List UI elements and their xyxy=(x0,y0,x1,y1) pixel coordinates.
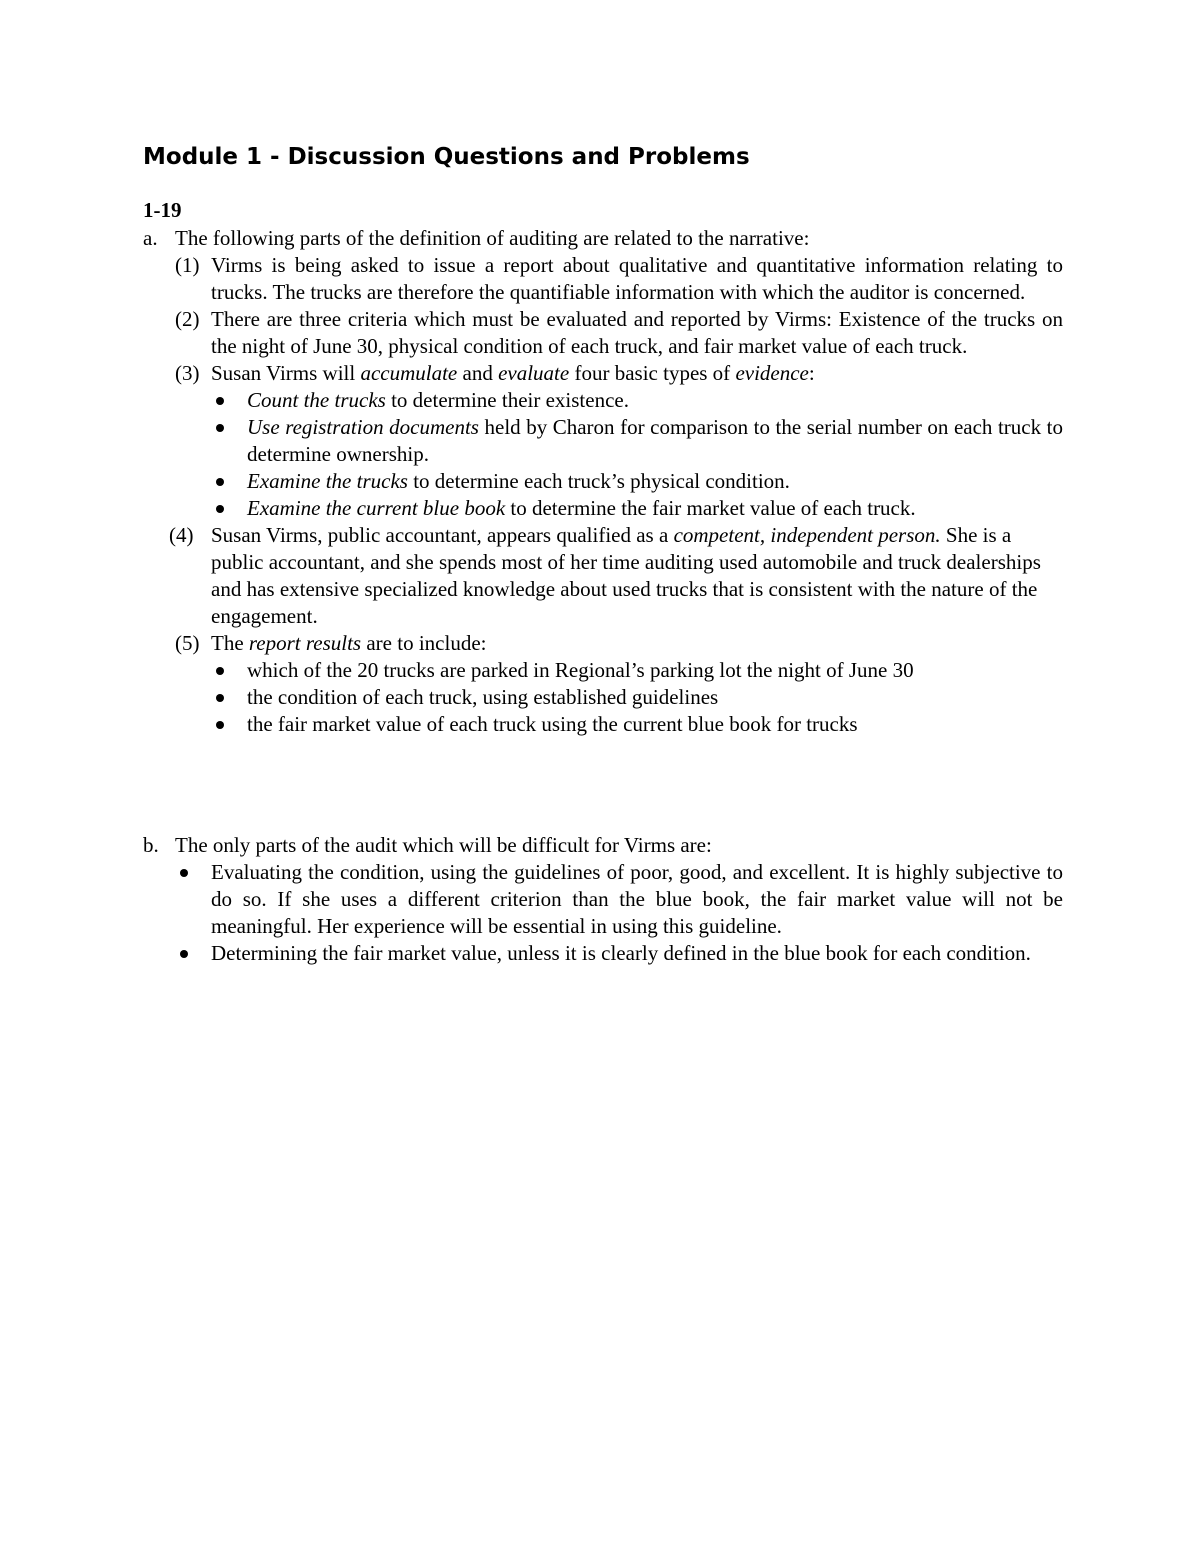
item-5-emphasis: report results xyxy=(248,631,362,655)
bullet-icon xyxy=(175,859,211,940)
item-3-text-part: four basic types of xyxy=(569,361,736,385)
item-3-content xyxy=(211,360,1063,522)
bullet-icon xyxy=(211,657,247,684)
bullet-item xyxy=(211,387,1063,414)
bullet-text: Determining the fair market value, unless it is clearly defined in the blue book for each condition. xyxy=(211,941,1031,965)
item-3-text-part: : xyxy=(808,361,815,385)
item-5 xyxy=(175,630,1063,738)
part-b-intro-row xyxy=(143,832,1063,967)
bullet-emphasis: Examine the trucks xyxy=(247,469,408,493)
bullet-text xyxy=(247,495,1063,522)
item-2-number: (2) xyxy=(175,307,200,331)
item-3-emphasis: accumulate xyxy=(360,361,458,385)
bullet-text xyxy=(247,387,1063,414)
problem-number: 1-19 xyxy=(143,198,182,222)
part-b-content xyxy=(175,832,1063,967)
item-5-text-part: are to include: xyxy=(361,631,487,655)
part-a-label: a. xyxy=(143,226,158,250)
page-title: Module 1 - Discussion Questions and Problems xyxy=(143,144,750,170)
bullet-emphasis: Examine the current blue book xyxy=(247,496,506,520)
bullet-icon xyxy=(211,414,247,468)
bullet-item xyxy=(175,859,1063,940)
bullet-text xyxy=(247,468,1063,495)
item-4-text-part: Susan Virms, public accountant, appears qualified as a xyxy=(211,523,674,547)
item-4-number: (4) xyxy=(169,523,194,547)
item-5-text xyxy=(211,630,1063,657)
item-5-bullet-list xyxy=(211,657,1063,738)
item-2-text: There are three criteria which must be evaluated and reported by Virms: Existence of the trucks on the night of June 30, physical condition of each truck, and fair market value of each truck. xyxy=(211,307,1063,358)
bullet-item xyxy=(211,495,1063,522)
bullet-item xyxy=(211,711,1063,738)
item-3-text-part: and xyxy=(457,361,499,385)
part-a-items xyxy=(169,252,1063,738)
bullet-icon xyxy=(211,387,247,414)
item-4-text xyxy=(211,522,1063,630)
item-1-number: (1) xyxy=(175,253,200,277)
bullet-icon xyxy=(175,940,211,967)
bullet-text: the fair market value of each truck using the current blue book for trucks xyxy=(247,712,858,736)
bullet-text: the condition of each truck, using established guidelines xyxy=(247,685,719,709)
item-2 xyxy=(175,306,1063,360)
bullet-item xyxy=(211,684,1063,711)
bullet-rest: to determine the fair market value of each truck. xyxy=(505,496,916,520)
part-a xyxy=(143,225,1063,738)
item-1 xyxy=(175,252,1063,306)
bullet-text: Evaluating the condition, using the guidelines of poor, good, and excellent. It is highly subjective to do so. If she uses a different criterion than the blue book, the fair market value will not be meaningful. Her experience will be essential in using this guideline. xyxy=(211,860,1063,938)
bullet-item xyxy=(211,414,1063,468)
part-a-intro: The following parts of the definition of auditing are related to the narrative: xyxy=(175,226,810,250)
bullet-icon xyxy=(211,684,247,711)
bullet-rest: held by Charon for comparison to the serial number on each truck to determine ownership. xyxy=(247,415,1063,466)
item-3-text xyxy=(211,360,1063,387)
part-b-intro: The only parts of the audit which will be difficult for Virms are: xyxy=(175,833,712,857)
bullet-icon xyxy=(211,711,247,738)
item-4-emphasis: competent, independent person. xyxy=(673,523,941,547)
bullet-emphasis: Use registration documents xyxy=(247,415,479,439)
bullet-item xyxy=(211,657,1063,684)
item-3-text-part: Susan Virms will xyxy=(211,361,361,385)
part-b xyxy=(143,832,1063,967)
item-4 xyxy=(169,522,1063,630)
item-3-emphasis: evidence xyxy=(735,361,809,385)
bullet-rest: to determine their existence. xyxy=(385,388,629,412)
bullet-item xyxy=(175,940,1063,967)
part-a-intro-row xyxy=(143,225,1063,252)
item-5-content xyxy=(211,630,1063,738)
bullet-rest: to determine each truck’s physical condition. xyxy=(407,469,790,493)
item-3-number: (3) xyxy=(175,361,200,385)
item-3 xyxy=(175,360,1063,522)
bullet-emphasis: Count the trucks xyxy=(247,388,386,412)
item-3-bullet-list xyxy=(211,387,1063,522)
part-b-label: b. xyxy=(143,833,159,857)
item-3-emphasis: evaluate xyxy=(498,361,570,385)
item-5-number: (5) xyxy=(175,631,200,655)
part-b-bullet-list xyxy=(175,859,1063,967)
bullet-text: which of the 20 trucks are parked in Regional’s parking lot the night of June 30 xyxy=(247,658,914,682)
item-5-text-part: The xyxy=(211,631,249,655)
bullet-icon xyxy=(211,468,247,495)
bullet-item xyxy=(211,468,1063,495)
item-4-text-part: She is a public accountant, and she spends most of her time auditing used automobile and truck dealerships and has extensive specialized knowledge about used trucks that is consistent with the nature of the engagement. xyxy=(211,523,1041,628)
item-1-text: Virms is being asked to issue a report about qualitative and quantitative information relating to trucks. The trucks are therefore the quantifiable information with which the auditor is concerned. xyxy=(211,253,1063,304)
bullet-icon xyxy=(211,495,247,522)
bullet-text xyxy=(247,414,1063,468)
